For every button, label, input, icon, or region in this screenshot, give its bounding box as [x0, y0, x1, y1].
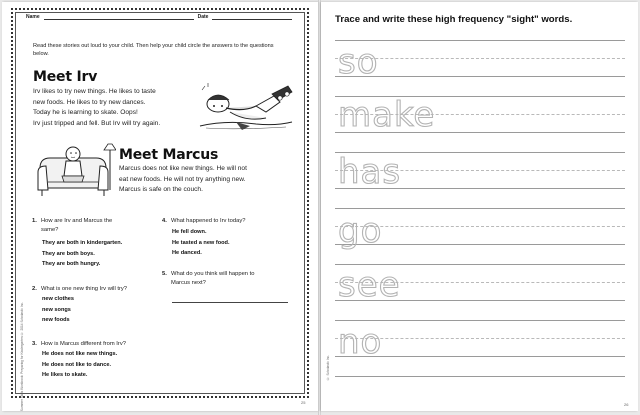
story1-line: Irv likes to try new things. He likes to taste: [33, 88, 156, 95]
question-2: 2. What is one new thing Irv will try?: [32, 286, 128, 292]
marcus-couch-illustration: [36, 142, 116, 200]
page-number-left: 25: [301, 400, 306, 405]
writing-top-line: [335, 376, 625, 377]
answer-option[interactable]: He danced.: [172, 250, 202, 256]
question-4-answers: [172, 227, 230, 259]
answer-option[interactable]: He likes to skate.: [42, 372, 88, 378]
answer-option[interactable]: new clothes: [42, 296, 75, 302]
trace-word[interactable]: go: [338, 211, 383, 251]
story2-line: Marcus does not like new things. He will not: [119, 165, 247, 172]
story1-line: new foods. He likes to try new dances.: [33, 98, 146, 106]
story2-title: Meet Marcus: [119, 147, 219, 163]
name-date-row: [26, 14, 294, 20]
story1-line: Today he is learning to skate. Oops!: [33, 109, 138, 117]
writing-top-line: [335, 40, 625, 41]
trace-word[interactable]: has: [338, 152, 402, 192]
worksheet-title: Trace and write these high frequency "sight" words.: [335, 14, 573, 25]
page-number-right: 26: [624, 402, 629, 407]
story1-text: [33, 87, 160, 129]
story1-line: Irv just tripped and fell. But Irv will try again.: [33, 119, 161, 127]
answer-option[interactable]: They are both hungry.: [42, 261, 101, 267]
instructions: Read these stories out loud to your child. Then help your child circle the answers to the questions below.: [33, 43, 274, 57]
question-1-answers: [42, 238, 122, 270]
question-5: 5. What do you think will happen to Marcus next?: [162, 271, 255, 286]
story2-line: eat new foods. He will not try anything new.: [119, 175, 246, 183]
writing-top-line: [335, 320, 625, 321]
story1-title: Meet Irv: [33, 69, 98, 85]
side-credit-right: © Scholastic Inc.: [326, 355, 330, 381]
answer-option[interactable]: He does not like to dance.: [42, 361, 112, 368]
date-label: Date: [197, 14, 209, 20]
side-credit-left: Summer Skills Workbook: Preparing for Kindergarten © 2014 Scholastic Inc.: [20, 302, 24, 412]
answer-option[interactable]: new songs: [42, 306, 71, 313]
trace-word[interactable]: see: [338, 265, 401, 305]
story2-text: [119, 164, 247, 196]
writing-top-line: [335, 208, 625, 209]
question-3-answers: [42, 349, 117, 381]
answer-write-line[interactable]: [172, 302, 288, 303]
trace-word[interactable]: so: [338, 42, 379, 82]
date-line: [212, 15, 292, 20]
left-page: [2, 2, 318, 411]
question-4: 4. What happened to Irv today?: [162, 218, 246, 224]
answer-option[interactable]: new foods: [42, 317, 70, 323]
answer-option[interactable]: He tasted a new food.: [172, 239, 230, 246]
trace-word[interactable]: no: [338, 322, 383, 362]
irv-skating-illustration: [196, 82, 296, 134]
name-line: [44, 15, 194, 20]
answer-option[interactable]: They are both boys.: [42, 250, 95, 257]
answer-option[interactable]: He fell down.: [172, 229, 207, 235]
trace-word[interactable]: make: [338, 95, 436, 135]
question-3: 3. How is Marcus different from Irv?: [32, 341, 126, 347]
story2-line: Marcus is safe on the couch.: [119, 186, 203, 194]
question-1: 1. How are Irv and Marcus the same?: [32, 218, 113, 233]
answer-option[interactable]: They are both in kindergarten.: [42, 240, 123, 246]
name-label: Name: [26, 14, 40, 20]
answer-option[interactable]: He does not like new things.: [42, 351, 118, 357]
question-2-answers: [42, 294, 74, 326]
